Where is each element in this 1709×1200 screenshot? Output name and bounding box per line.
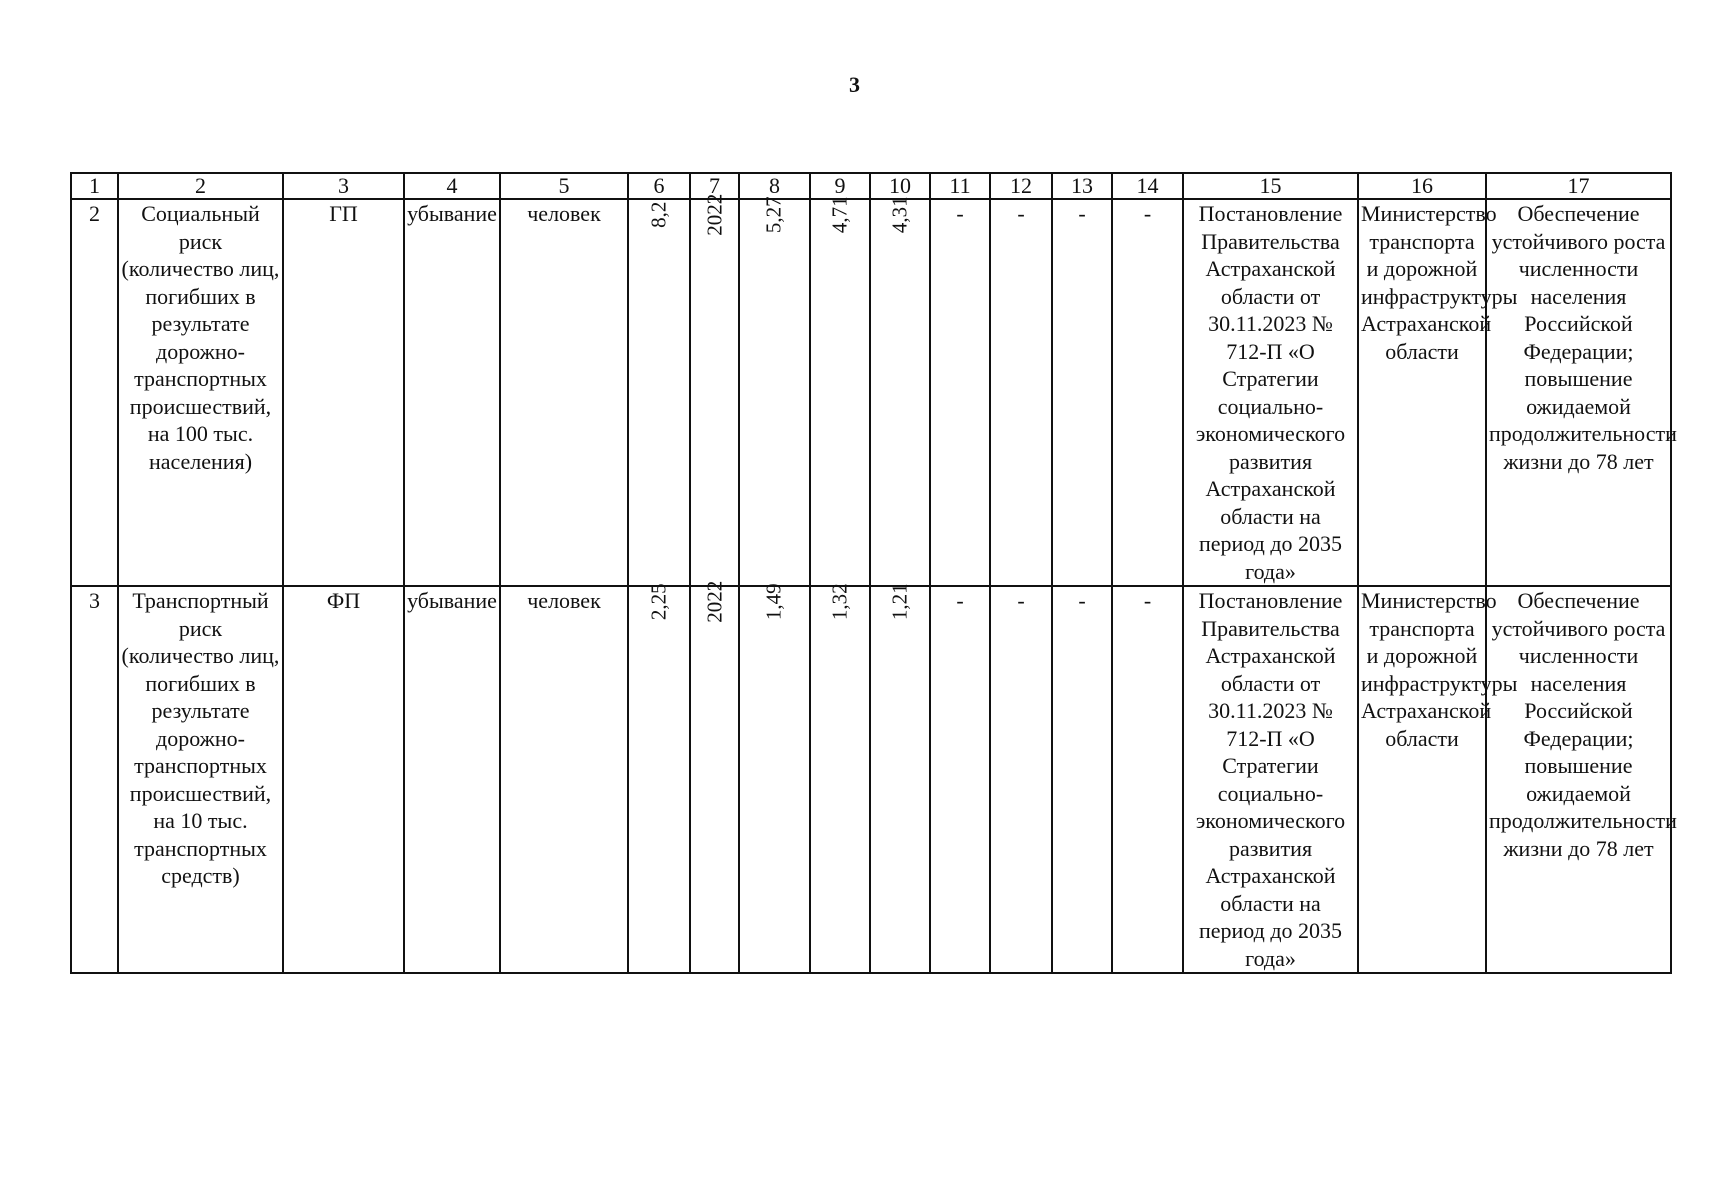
value-col-13: - bbox=[1052, 586, 1112, 973]
indicator-row bbox=[71, 586, 1671, 973]
indicator-trend: убывание bbox=[404, 586, 500, 973]
column-number: 10 bbox=[870, 173, 930, 199]
column-number: 13 bbox=[1052, 173, 1112, 199]
column-number: 4 bbox=[404, 173, 500, 199]
indicator-name: Социальный риск (количество лиц, погибших в результате дорожно-транспортных происшествий, на 100 тыс. населения) bbox=[118, 199, 283, 586]
indicator-trend: убывание bbox=[404, 199, 500, 586]
indicators-table bbox=[70, 172, 1677, 974]
column-number: 3 bbox=[283, 173, 404, 199]
row-number: 2 bbox=[71, 199, 118, 586]
base-value: 2,25 bbox=[646, 583, 671, 621]
column-number: 1 bbox=[71, 173, 118, 199]
value-col-9: 1,32 bbox=[827, 583, 852, 621]
value-col-11: - bbox=[930, 586, 990, 973]
value-cell bbox=[739, 196, 810, 586]
responsible-body: Министерство транспорта и дорожной инфраструктуры Астраханской области bbox=[1358, 199, 1486, 586]
basis-document: Постановление Правительства Астраханской области от 30.11.2023 № 712-П «О Стратегии социально-экономического развития Астраханской области на период до 2035 года» bbox=[1183, 586, 1358, 973]
column-number: 15 bbox=[1183, 173, 1358, 199]
column-number: 17 bbox=[1486, 173, 1671, 199]
national-goal: Обеспечение устойчивого роста численности населения Российской Федерации; повышение ожидаемой продолжительности жизни до 78 лет bbox=[1486, 586, 1671, 973]
base-year-cell bbox=[690, 580, 739, 973]
indicator-name: Транспортный риск (количество лиц, погибших в результате дорожно-транспортных происшествий, на 10 тыс. транспортных средств) bbox=[118, 586, 283, 973]
base-year: 2022 bbox=[701, 193, 726, 236]
indicator-unit: человек bbox=[500, 586, 628, 973]
national-goal: Обеспечение устойчивого роста численности населения Российской Федерации; повышение ожидаемой продолжительности жизни до 78 лет bbox=[1486, 199, 1671, 586]
value-col-10: 1,21 bbox=[887, 583, 912, 621]
indicator-unit: человек bbox=[500, 199, 628, 586]
row-number: 3 bbox=[71, 586, 118, 973]
column-number-row bbox=[71, 173, 1671, 199]
column-number: 11 bbox=[930, 173, 990, 199]
value-col-8: 1,49 bbox=[761, 583, 786, 621]
base-year: 2022 bbox=[701, 580, 726, 623]
value-col-10: 4,31 bbox=[887, 196, 912, 234]
value-col-14: - bbox=[1112, 586, 1183, 973]
page-number: 3 bbox=[849, 72, 860, 97]
value-col-14: - bbox=[1112, 199, 1183, 586]
value-col-8: 5,27 bbox=[761, 196, 786, 234]
column-number: 9 bbox=[810, 173, 870, 199]
column-number: 2 bbox=[118, 173, 283, 199]
base-value: 8,2 bbox=[646, 201, 671, 228]
base-year-cell bbox=[690, 193, 739, 586]
value-cell bbox=[810, 583, 870, 973]
column-number: 14 bbox=[1112, 173, 1183, 199]
column-number: 12 bbox=[990, 173, 1052, 199]
indicator-row bbox=[71, 199, 1671, 586]
column-number: 6 bbox=[628, 173, 690, 199]
value-col-13: - bbox=[1052, 199, 1112, 586]
value-cell bbox=[870, 196, 930, 586]
responsible-body: Министерство транспорта и дорожной инфраструктуры Астраханской области bbox=[1358, 586, 1486, 973]
column-number: 5 bbox=[500, 173, 628, 199]
value-col-12: - bbox=[990, 586, 1052, 973]
base-value-cell bbox=[628, 583, 690, 973]
column-number: 16 bbox=[1358, 173, 1486, 199]
indicator-level: ФП bbox=[283, 586, 404, 973]
value-col-11: - bbox=[930, 199, 990, 586]
column-number: 7 bbox=[690, 173, 739, 199]
value-cell bbox=[739, 583, 810, 973]
value-col-12: - bbox=[990, 199, 1052, 586]
value-cell bbox=[810, 196, 870, 586]
column-number: 8 bbox=[739, 173, 810, 199]
indicator-level: ГП bbox=[283, 199, 404, 586]
base-value-cell bbox=[628, 199, 690, 586]
value-col-9: 4,71 bbox=[827, 196, 852, 234]
value-cell bbox=[870, 583, 930, 973]
basis-document: Постановление Правительства Астраханской области от 30.11.2023 № 712-П «О Стратегии социально-экономического развития Астраханской области на период до 2035 года» bbox=[1183, 199, 1358, 586]
